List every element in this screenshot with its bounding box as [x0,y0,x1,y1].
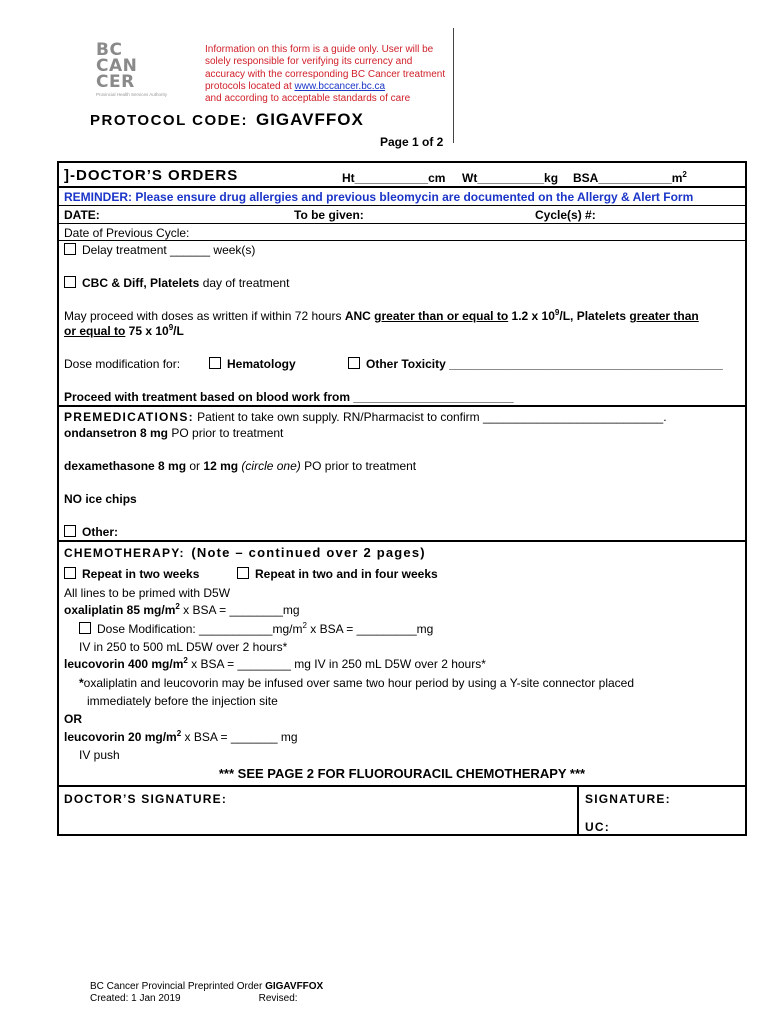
protocol-heading [90,110,364,130]
superscript: 2 [183,656,188,665]
footer-revised: Revised: [258,993,298,1004]
footer-created: Created: 1 Jan 2019 [90,993,181,1004]
signature-column [577,786,671,834]
repeat-two-four-weeks-option [237,567,438,581]
platelets-value: 75 x 10 [125,324,169,338]
superscript: 2 [175,602,180,611]
y-site-note-text: oxaliplatin and leucovorin may be infused over same two hour period by using a Y-site connector placed [83,676,635,690]
dexamethasone-dose[interactable]: dexamethasone 8 mg [64,459,187,473]
protocol-code: GIGAVFFOX [255,110,364,129]
other-toxicity-option [348,357,723,371]
logo-line-1: BC [96,40,123,60]
cbc-label-rest: day of treatment [199,276,290,290]
iv-push-instruction: IV push [79,748,120,762]
premed-other-label: Other: [82,525,118,539]
see-page-2-note: *** SEE PAGE 2 FOR FLUOROURACIL CHEMOTHERAPY *** [218,766,586,781]
cycles-field[interactable]: Cycle(s) #: [535,208,596,222]
footer-line-2 [90,993,323,1005]
protocol-label: PROTOCOL CODE: [90,112,248,129]
oxaliplatin-iv-instruction: IV in 250 to 500 mL D5W over 2 hours* [79,640,288,654]
gte-text: greater than or equal to [374,309,509,323]
repeat-two-weeks-label: Repeat in two weeks [82,567,200,581]
superscript: 2 [176,729,182,738]
y-site-note-line-1 [79,676,634,690]
divider [59,540,745,542]
divider [59,240,745,241]
ondansetron-order [64,426,283,440]
hematology-option [209,357,296,371]
logo-line-3: CER [96,72,135,92]
bsa-field[interactable] [573,171,687,185]
delay-treatment-row [64,243,255,257]
doctors-orders-title: ]-DOCTOR’S ORDERS [64,167,239,184]
footer-line-1 [90,981,323,993]
divider [59,205,745,206]
orders-form [57,161,747,836]
anc-label: ANC [344,309,375,323]
info-text: Information on this form is a guide only. User will be solely responsible for verifying its currency and accuracy with the corresponding BC Cancer treatment protocols located at [205,44,446,92]
premed-other-checkbox[interactable] [64,525,76,537]
oxaliplatin-order[interactable] [64,603,300,617]
dose-modification-bsa: x BSA = _________mg [306,622,434,636]
signature-section [59,786,745,834]
repeat-two-weeks-checkbox[interactable] [64,567,76,579]
may-proceed-text [64,309,699,339]
hematology-label: Hematology [227,357,296,371]
previous-cycle-field[interactable]: Date of Previous Cycle: [64,226,190,240]
dose-modification-row [79,622,433,636]
oxaliplatin-dose: oxaliplatin 85 mg/m [64,603,176,617]
info-tail: and according to acceptable standards of care [205,93,411,105]
other-toxicity-label: Other Toxicity _________________________________________ [366,357,723,371]
dose-modification-checkbox[interactable] [79,622,91,634]
bc-cancer-logo [96,42,206,97]
leucovorin-20-bsa: x BSA = _______ mg [181,730,298,744]
superscript: 9 [554,308,560,317]
oxaliplatin-bsa: x BSA = ________mg [179,603,300,617]
premedications-label: PREMEDICATIONS: [64,410,194,424]
or-text: or [186,459,204,473]
dexamethasone-route: PO prior to treatment [300,459,417,473]
weight-field[interactable]: Wt__________kg [462,171,559,185]
dose-modification-label: Dose Modification: ___________mg/m [97,622,303,636]
date-field[interactable]: DATE: [64,208,100,222]
gte-text: greater than [629,309,699,323]
repeat-two-four-weeks-label: Repeat in two and in four weeks [255,567,438,581]
signature-field[interactable]: SIGNATURE: [585,792,671,806]
premed-other-row [64,525,118,539]
delay-treatment-label: Delay treatment ______ week(s) [82,243,256,257]
chemotherapy-label: CHEMOTHERAPY: [64,546,185,560]
repeat-two-weeks-option [64,567,199,581]
proceed-bloodwork-field[interactable]: Proceed with treatment based on blood work from ________________________ [64,390,514,404]
chemotherapy-note: (Note – continued over 2 pages) [191,545,426,560]
ondansetron-dose: ondansetron 8 mg [64,426,169,440]
logo-subtitle: Provincial Health Services Authority [96,92,168,97]
unit-label: /L [173,324,184,338]
uc-field[interactable]: UC: [585,820,610,834]
dose-modification-label: Dose modification for: [64,357,181,371]
to-be-given-field[interactable]: To be given: [294,208,364,222]
dexamethasone-order [64,459,416,473]
bsa-label: BSA___________m [573,171,683,185]
logo-line-2: CAN [96,56,138,76]
height-field[interactable]: Ht___________cm [342,171,446,185]
leucovorin-400-dose: leucovorin 400 mg/m [64,657,184,671]
premedications-instructions: Patient to take own supply. RN/Pharmacist to confirm ___________________________. [193,410,667,424]
reminder-text: REMINDER: Please ensure drug allergies and previous bleomycin are documented on the Allergy & Alert Form [64,190,694,204]
dexamethasone-alt-dose[interactable]: 12 mg [203,459,239,473]
leucovorin-20-order[interactable] [64,730,298,744]
divider [59,223,745,224]
hematology-checkbox[interactable] [209,357,221,369]
superscript: 2 [302,621,307,630]
footer [90,981,323,1005]
info-link[interactable]: www.bccancer.bc.ca [294,80,386,92]
divider [59,186,745,188]
asterisk: * [79,676,84,690]
cbc-row [64,276,289,290]
platelets-label: /L, Platelets [559,309,630,323]
cbc-label-bold: CBC & Diff, Platelets [82,276,200,290]
may-proceed-part: May proceed with doses as written if within 72 hours [64,309,345,323]
circle-one-note: (circle one) [238,459,301,473]
premedications-header [64,410,667,424]
leucovorin-20-dose: leucovorin 20 mg/m [64,730,177,744]
anc-value: 1.2 x 10 [508,309,555,323]
other-toxicity-checkbox[interactable] [348,357,360,369]
leucovorin-400-order[interactable] [64,657,486,671]
superscript: 9 [168,323,174,332]
no-ice-chips: NO ice chips [64,492,137,506]
bsa-superscript: 2 [682,170,687,179]
page-number: Page 1 of 2 [380,135,444,149]
header-divider [453,28,454,143]
chemotherapy-header [64,545,426,560]
info-disclaimer [205,44,450,105]
divider [59,405,745,407]
or-separator: OR [64,712,82,726]
y-site-note-line-2: immediately before the injection site [87,694,278,708]
footer-org: BC Cancer Provincial Preprinted Order [90,981,266,992]
repeat-two-four-weeks-checkbox[interactable] [237,567,249,579]
doctors-signature-field[interactable]: DOCTOR’S SIGNATURE: [64,792,228,806]
ondansetron-route: PO prior to treatment [168,426,284,440]
primed-instruction: All lines to be primed with D5W [64,586,231,600]
delay-treatment-checkbox[interactable] [64,243,76,255]
gte-text: or equal to [64,324,126,338]
cbc-checkbox[interactable] [64,276,76,288]
leucovorin-400-rest: x BSA = ________ mg IV in 250 mL D5W over 2 hours* [187,657,486,671]
footer-code: GIGAVFFOX [265,981,324,992]
